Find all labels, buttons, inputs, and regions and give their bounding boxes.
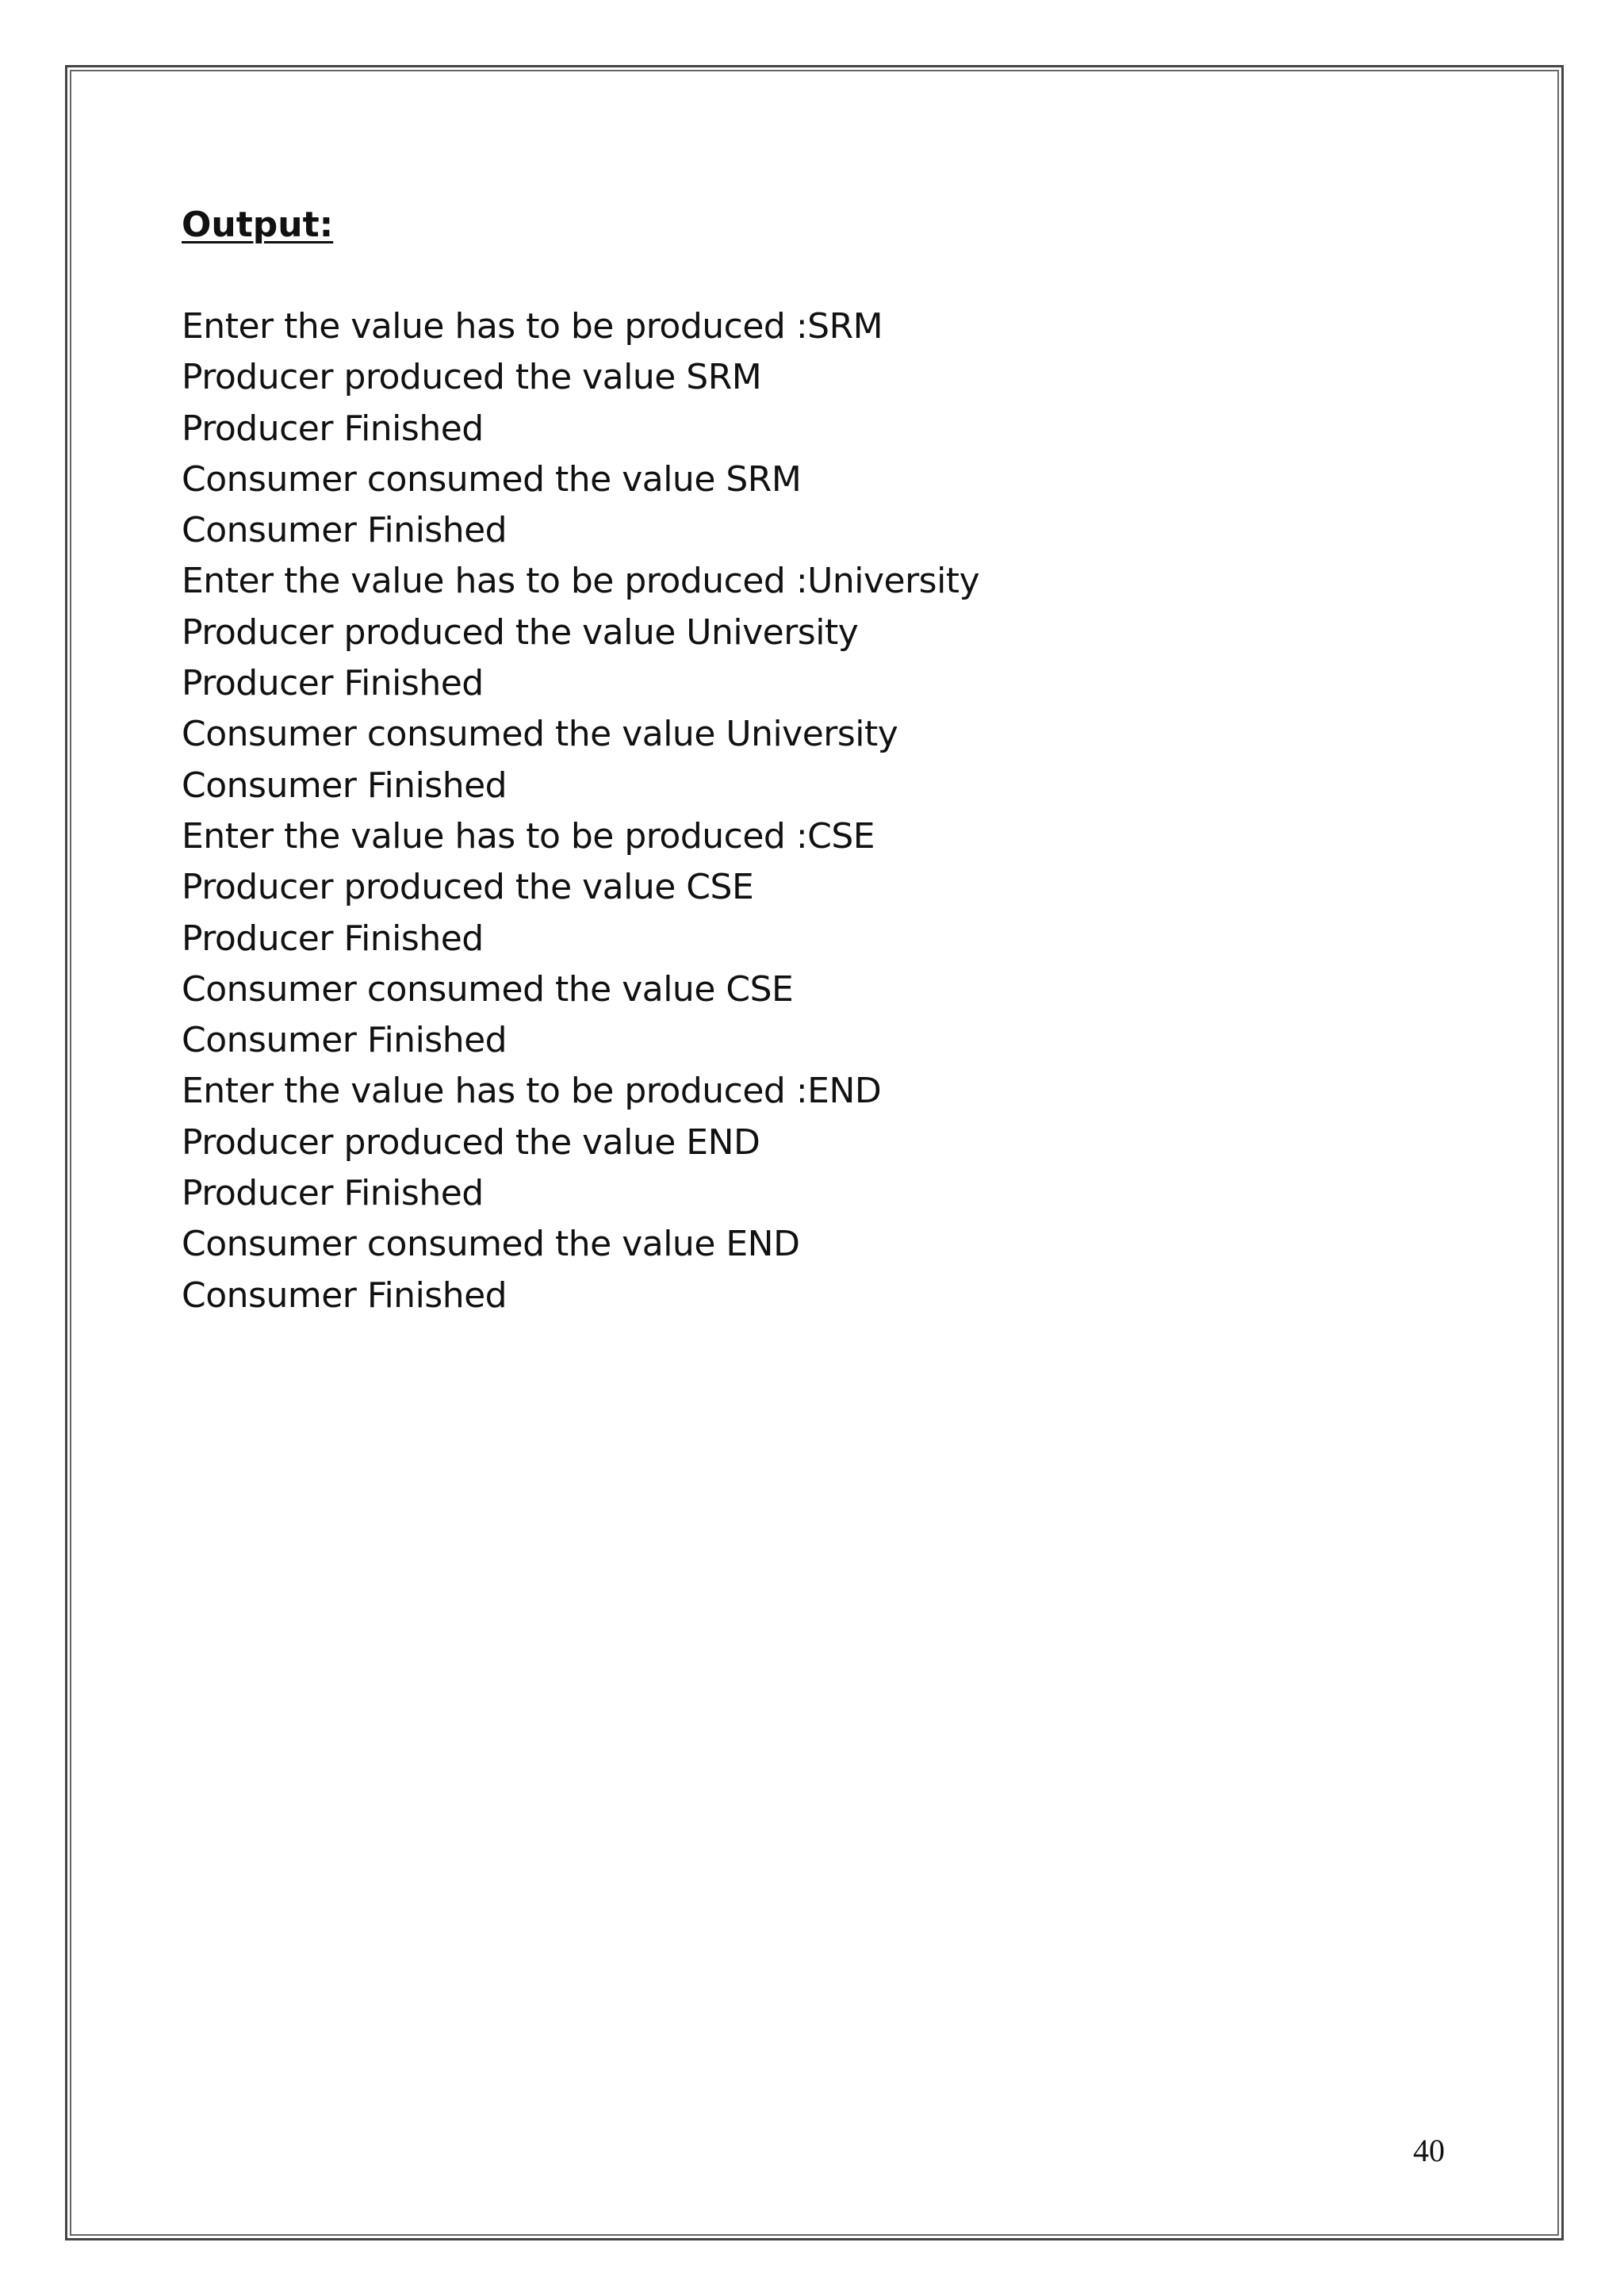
output-line: Consumer Finished	[182, 510, 508, 551]
output-heading: Output:	[182, 205, 334, 245]
output-line: Producer produced the value CSE	[182, 867, 754, 908]
output-line: Producer produced the value University	[182, 611, 859, 653]
output-line: Producer Finished	[182, 663, 484, 704]
output-line: Producer Finished	[182, 918, 484, 959]
output-line: Consumer consumed the value University	[182, 714, 898, 755]
output-line: Enter the value has to be produced :SRM	[182, 306, 883, 347]
output-line: Consumer consumed the value SRM	[182, 458, 802, 500]
output-line: Producer produced the value END	[182, 1121, 760, 1163]
output-line: Consumer Finished	[182, 765, 508, 806]
output-line: Enter the value has to be produced :University	[182, 561, 980, 602]
output-lines	[182, 301, 979, 1321]
output-line: Enter the value has to be produced :CSE	[182, 815, 875, 857]
output-line: Producer Finished	[182, 408, 484, 449]
output-line: Producer Finished	[182, 1173, 484, 1214]
output-line: Enter the value has to be produced :END	[182, 1071, 882, 1112]
output-line: Consumer Finished	[182, 1274, 508, 1316]
output-line: Consumer consumed the value CSE	[182, 968, 794, 1010]
output-line: Consumer Finished	[182, 1020, 508, 1061]
page-number: 40	[1413, 2133, 1445, 2168]
output-line: Consumer consumed the value END	[182, 1224, 800, 1265]
output-line: Producer produced the value SRM	[182, 357, 762, 398]
